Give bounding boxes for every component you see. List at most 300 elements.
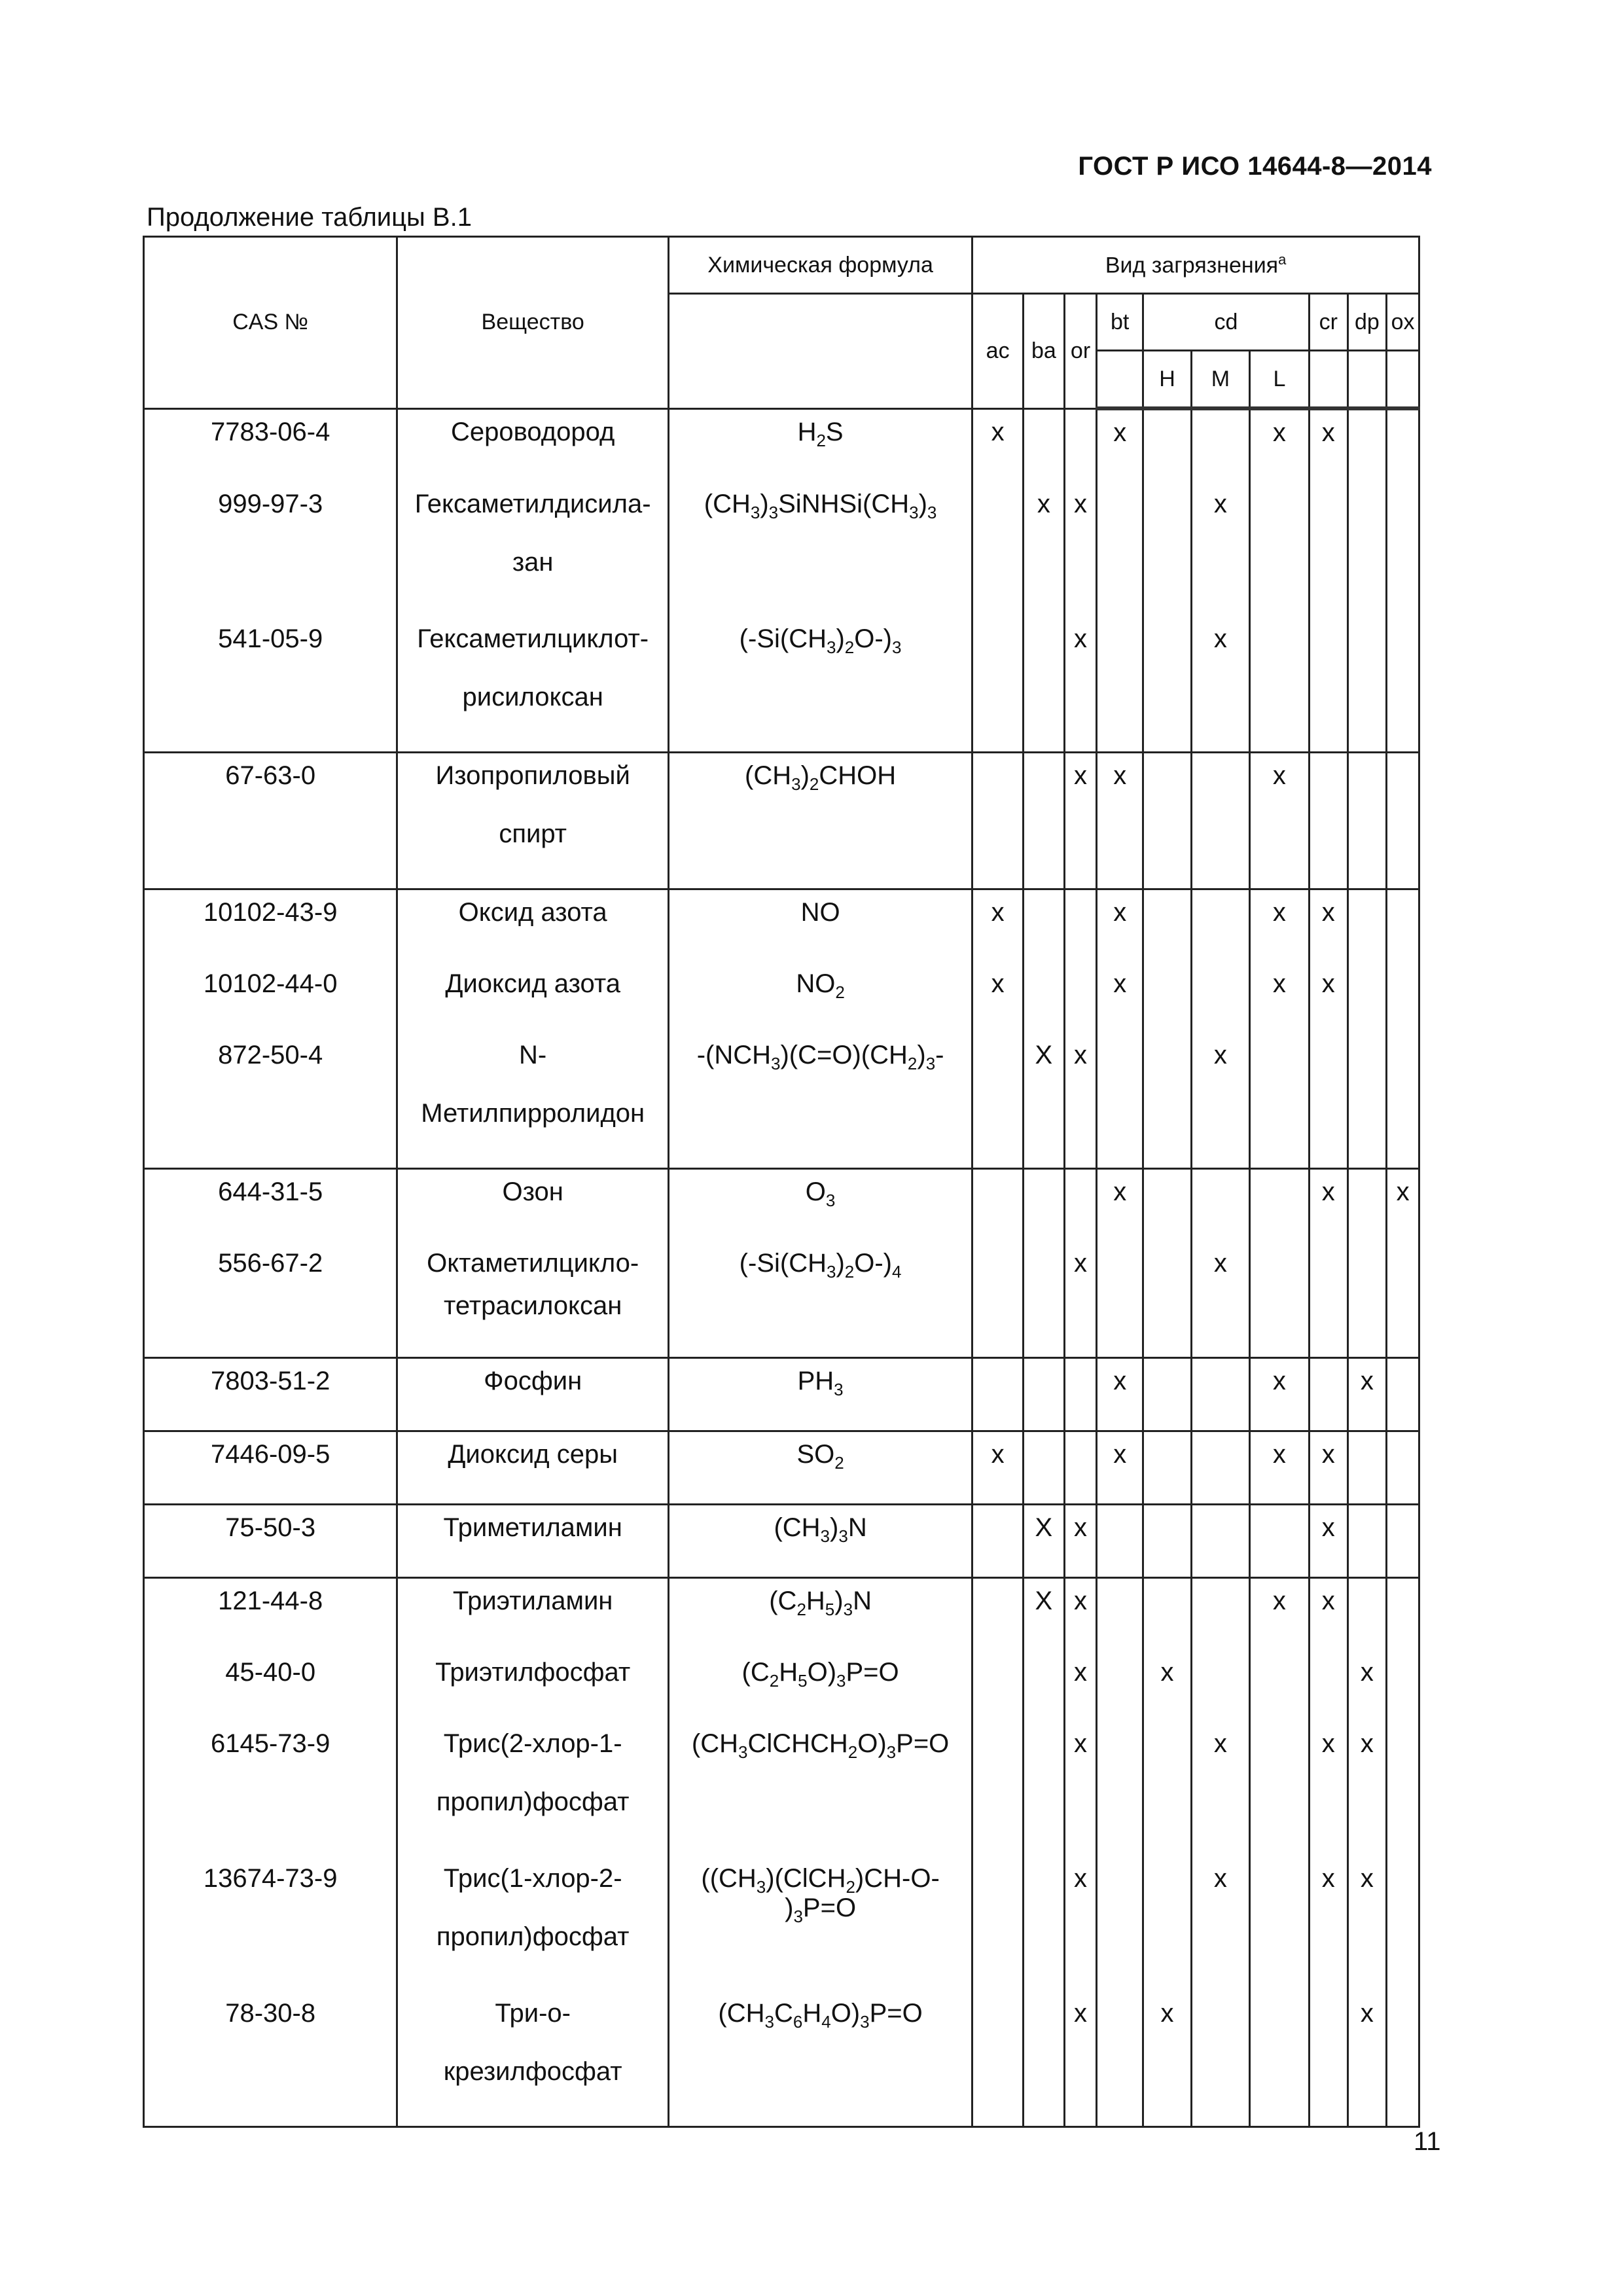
mark-m: x [1191, 1721, 1249, 1856]
mark-dp [1347, 617, 1387, 753]
mark-ba: X [1024, 1505, 1065, 1578]
cell-substance [397, 617, 669, 753]
mark-cr: x [1309, 961, 1347, 1033]
substance-line-1: Трис(2-хлор-1- [443, 1729, 622, 1758]
mark-ox [1387, 1721, 1419, 1856]
formula-line-1: ($(CH_3)(ClCH_2)CH-O-$ [701, 1864, 940, 1897]
mark-cr: x [1309, 1721, 1347, 1856]
substance-line-2: зан [512, 548, 554, 577]
mark-cr: x [1309, 408, 1347, 482]
mark-ox [1387, 1856, 1419, 1991]
header-cd-h: H [1143, 351, 1192, 409]
cell-cas: 6145-73-9 [144, 1721, 397, 1856]
mark-ba [1024, 1431, 1065, 1505]
mark-l: x [1249, 408, 1309, 482]
mark-bt [1097, 617, 1143, 753]
mark-ox [1387, 1358, 1419, 1431]
mark-or: x [1064, 1991, 1097, 2127]
mark-or [1064, 889, 1097, 962]
mark-m [1191, 1650, 1249, 1721]
mark-ba [1024, 753, 1065, 889]
mark-l [1249, 1650, 1309, 1721]
formula-line-2: )$_3P=O$ [785, 1893, 857, 1926]
mark-l: x [1249, 1578, 1309, 1651]
formula-line-1: $SO_2$ [796, 1440, 844, 1473]
mark-or: x [1064, 753, 1097, 889]
header-cd-l: L [1249, 351, 1309, 409]
substance-line-1: Три-о- [495, 1999, 571, 2028]
table-row [144, 1650, 1419, 1721]
cell-substance [397, 1991, 669, 2127]
formula-line-1: $(CH_3C_6H_4O)_3P=O$ [718, 1999, 923, 2032]
mark-m [1191, 1358, 1249, 1431]
mark-m: x [1191, 482, 1249, 617]
header-bt: bt [1097, 294, 1143, 351]
mark-bt: x [1097, 753, 1143, 889]
mark-m [1191, 961, 1249, 1033]
mark-h [1143, 753, 1192, 889]
cell-cas: 75-50-3 [144, 1505, 397, 1578]
table-row [144, 617, 1419, 753]
mark-ba: x [1024, 482, 1065, 617]
substance-line-1: Озон [502, 1177, 563, 1206]
cell-cas: 7803-51-2 [144, 1358, 397, 1431]
formula-line-1: $(CH_3)_2CHOH$ [745, 761, 897, 794]
mark-h [1143, 1578, 1192, 1651]
header-ac: ac [972, 294, 1024, 409]
mark-ba [1024, 1991, 1065, 2127]
cell-formula [668, 889, 972, 962]
mark-ac [972, 1241, 1024, 1358]
mark-or [1064, 408, 1097, 482]
table-caption: Продолжение таблицы В.1 [147, 203, 472, 232]
mark-ac [972, 1358, 1024, 1431]
mark-bt [1097, 1650, 1143, 1721]
mark-or [1064, 961, 1097, 1033]
header-dp-blank [1347, 351, 1387, 409]
header-cd: cd [1143, 294, 1310, 351]
mark-ba: X [1024, 1033, 1065, 1169]
mark-m: x [1191, 1856, 1249, 1991]
mark-h [1143, 482, 1192, 617]
substance-line-1: Сероводород [450, 417, 615, 446]
cell-cas: 872-50-4 [144, 1033, 397, 1169]
mark-ac [972, 1650, 1024, 1721]
cell-formula [668, 1505, 972, 1578]
mark-h: x [1143, 1650, 1192, 1721]
mark-l [1249, 1169, 1309, 1242]
substance-line-2: тетрасилоксан [444, 1291, 622, 1320]
mark-bt: x [1097, 408, 1143, 482]
cell-formula [668, 1033, 972, 1169]
mark-cr: x [1309, 1856, 1347, 1991]
mark-ac [972, 1856, 1024, 1991]
table-row [144, 889, 1419, 962]
mark-bt [1097, 1241, 1143, 1358]
substance-line-2: Метилпирролидон [421, 1099, 645, 1128]
mark-ac [972, 482, 1024, 617]
mark-or: x [1064, 1241, 1097, 1358]
cell-cas: 67-63-0 [144, 753, 397, 889]
mark-ac [972, 1721, 1024, 1856]
mark-ox: x [1387, 1169, 1419, 1242]
mark-m: x [1191, 1033, 1249, 1169]
mark-ac: x [972, 961, 1024, 1033]
mark-ac [972, 753, 1024, 889]
mark-or: x [1064, 1721, 1097, 1856]
cell-formula [668, 1431, 972, 1505]
mark-ac: x [972, 889, 1024, 962]
mark-h [1143, 961, 1192, 1033]
mark-ac [972, 1578, 1024, 1651]
mark-m [1191, 408, 1249, 482]
mark-h [1143, 1033, 1192, 1169]
table-row [144, 1358, 1419, 1431]
header-cd-m: M [1191, 351, 1249, 409]
mark-l: x [1249, 889, 1309, 962]
substance-line-1: Гексаметилдисила- [414, 490, 651, 518]
cell-substance [397, 1241, 669, 1358]
header-ox: ox [1387, 294, 1419, 351]
mark-or [1064, 1358, 1097, 1431]
mark-l: x [1249, 753, 1309, 889]
mark-h [1143, 889, 1192, 962]
header-contamination [972, 237, 1419, 294]
formula-line-1: $(CH_3)_3SiNHSi(CH_3)_3$ [704, 490, 937, 522]
mark-or: x [1064, 1033, 1097, 1169]
mark-or [1064, 1169, 1097, 1242]
mark-dp: x [1347, 1991, 1387, 2127]
cell-cas: 121-44-8 [144, 1578, 397, 1651]
header-cas: CAS № [144, 237, 397, 409]
header-contamination-label: Вид загрязнения [1105, 253, 1279, 278]
cell-formula [668, 1650, 972, 1721]
table-row [144, 1169, 1419, 1242]
mark-ox [1387, 1241, 1419, 1358]
formula-line-1: $(-Si(CH_3)_2O-)_3$ [739, 624, 902, 657]
mark-ox [1387, 1650, 1419, 1721]
cell-substance [397, 961, 669, 1033]
substance-line-1: Фосфин [484, 1367, 582, 1395]
cell-cas: 45-40-0 [144, 1650, 397, 1721]
header-formula-blank [668, 294, 972, 409]
cell-cas: 7783-06-4 [144, 408, 397, 482]
mark-h [1143, 1169, 1192, 1242]
mark-cr [1309, 1358, 1347, 1431]
header-cr-blank [1309, 351, 1347, 409]
mark-dp [1347, 961, 1387, 1033]
mark-or: x [1064, 1505, 1097, 1578]
table-body [144, 408, 1419, 2127]
table-row [144, 1431, 1419, 1505]
mark-cr [1309, 1241, 1347, 1358]
cell-cas: 10102-44-0 [144, 961, 397, 1033]
cell-substance [397, 1721, 669, 1856]
mark-h [1143, 1241, 1192, 1358]
mark-ox [1387, 617, 1419, 753]
table-row [144, 1241, 1419, 1358]
mark-m [1191, 1169, 1249, 1242]
table-row [144, 1033, 1419, 1169]
substance-line-1: Октаметилцикло- [427, 1249, 639, 1278]
table-row [144, 1721, 1419, 1856]
mark-bt: x [1097, 1431, 1143, 1505]
mark-or: x [1064, 1856, 1097, 1991]
substance-line-2: пропил)фосфат [436, 1922, 630, 1951]
mark-ox [1387, 1578, 1419, 1651]
mark-h [1143, 1431, 1192, 1505]
mark-bt: x [1097, 961, 1143, 1033]
mark-cr [1309, 1650, 1347, 1721]
mark-m [1191, 1991, 1249, 2127]
mark-dp [1347, 1241, 1387, 1358]
cell-substance [397, 1856, 669, 1991]
formula-line-1: $(C_2H_5O)_3P=O$ [741, 1658, 899, 1691]
mark-ox [1387, 1505, 1419, 1578]
substance-line-1: Трис(1-хлор-2- [443, 1864, 622, 1893]
mark-ac: x [972, 408, 1024, 482]
mark-ba [1024, 1721, 1065, 1856]
cell-formula [668, 1721, 972, 1856]
header-substance: Вещество [397, 237, 669, 409]
mark-cr [1309, 1033, 1347, 1169]
substance-line-1: Диоксид азота [445, 969, 620, 998]
cell-substance [397, 408, 669, 482]
mark-dp [1347, 482, 1387, 617]
cell-substance [397, 1358, 669, 1431]
mark-m [1191, 1431, 1249, 1505]
mark-ac [972, 1033, 1024, 1169]
mark-ba [1024, 1650, 1065, 1721]
mark-l [1249, 1241, 1309, 1358]
mark-bt: x [1097, 1169, 1143, 1242]
cell-cas: 13674-73-9 [144, 1856, 397, 1991]
formula-line-1: $NO_2$ [796, 969, 845, 1002]
mark-ox [1387, 753, 1419, 889]
header-contamination-footnote: а [1278, 251, 1287, 268]
cell-cas: 541-05-9 [144, 617, 397, 753]
substance-line-1: N- [519, 1041, 547, 1069]
mark-ba [1024, 961, 1065, 1033]
mark-bt [1097, 1721, 1143, 1856]
mark-m: x [1191, 1241, 1249, 1358]
mark-bt [1097, 1578, 1143, 1651]
cell-substance [397, 1578, 669, 1651]
mark-cr: x [1309, 1578, 1347, 1651]
cell-substance [397, 753, 669, 889]
mark-ox [1387, 1991, 1419, 2127]
mark-ba [1024, 617, 1065, 753]
mark-l [1249, 1033, 1309, 1169]
mark-or [1064, 1431, 1097, 1505]
formula-line-1: $H_2S$ [797, 417, 844, 450]
mark-cr: x [1309, 1505, 1347, 1578]
mark-ac: x [972, 1431, 1024, 1505]
mark-ba [1024, 1358, 1065, 1431]
formula-line-1: $PH_3$ [797, 1367, 844, 1399]
mark-bt [1097, 1991, 1143, 2127]
substance-line-2: рисилоксан [462, 683, 603, 711]
mark-m [1191, 753, 1249, 889]
mark-bt [1097, 1856, 1143, 1991]
mark-h [1143, 1358, 1192, 1431]
formula-line-1: $(CH_3)_3N$ [774, 1513, 867, 1546]
mark-dp [1347, 1431, 1387, 1505]
mark-ba [1024, 1856, 1065, 1991]
mark-cr [1309, 617, 1347, 753]
substance-line-1: Триэтиламин [452, 1587, 613, 1615]
substance-line-1: Диоксид серы [448, 1440, 618, 1469]
mark-dp [1347, 1169, 1387, 1242]
mark-m: x [1191, 617, 1249, 753]
table-row [144, 408, 1419, 482]
header-or: or [1064, 294, 1097, 409]
mark-cr [1309, 1991, 1347, 2127]
table-row [144, 1578, 1419, 1651]
cell-substance [397, 1169, 669, 1242]
mark-h [1143, 1721, 1192, 1856]
mark-dp [1347, 1578, 1387, 1651]
mark-bt [1097, 1033, 1143, 1169]
mark-dp [1347, 1033, 1387, 1169]
header-cr: cr [1309, 294, 1347, 351]
header-dp: dp [1347, 294, 1387, 351]
cell-formula [668, 753, 972, 889]
cell-cas: 644-31-5 [144, 1169, 397, 1242]
substance-line-2: крезилфосфат [443, 2057, 622, 2086]
cell-formula [668, 1358, 972, 1431]
mark-ox [1387, 961, 1419, 1033]
mark-bt: x [1097, 1358, 1143, 1431]
mark-ox [1387, 889, 1419, 962]
mark-cr [1309, 482, 1347, 617]
mark-or: x [1064, 1578, 1097, 1651]
table-row [144, 1991, 1419, 2127]
document-code: ГОСТ Р ИСО 14644-8—2014 [1078, 152, 1432, 181]
mark-bt [1097, 482, 1143, 617]
cell-formula [668, 408, 972, 482]
mark-or: x [1064, 617, 1097, 753]
mark-ox [1387, 1431, 1419, 1505]
mark-ba [1024, 1169, 1065, 1242]
mark-cr [1309, 753, 1347, 889]
mark-ba [1024, 408, 1065, 482]
mark-dp: x [1347, 1856, 1387, 1991]
table-row [144, 1505, 1419, 1578]
formula-line-1: $(C_2H_5)_3N$ [769, 1587, 872, 1619]
cell-cas: 999-97-3 [144, 482, 397, 617]
mark-cr: x [1309, 1431, 1347, 1505]
mark-l: x [1249, 961, 1309, 1033]
substance-line-2: пропил)фосфат [436, 1787, 630, 1816]
mark-h: x [1143, 1991, 1192, 2127]
mark-or: x [1064, 1650, 1097, 1721]
mark-dp [1347, 1505, 1387, 1578]
mark-ba [1024, 889, 1065, 962]
header-ba: ba [1024, 294, 1065, 409]
cell-cas: 10102-43-9 [144, 889, 397, 962]
mark-l: x [1249, 1358, 1309, 1431]
table-row [144, 961, 1419, 1033]
mark-ac [972, 617, 1024, 753]
mark-m [1191, 1505, 1249, 1578]
mark-l [1249, 617, 1309, 753]
cell-substance [397, 1033, 669, 1169]
header-ox-blank [1387, 351, 1419, 409]
mark-m [1191, 889, 1249, 962]
mark-dp [1347, 889, 1387, 962]
header-bt-blank [1097, 351, 1143, 409]
cell-cas: 78-30-8 [144, 1991, 397, 2127]
cell-substance [397, 482, 669, 617]
cell-formula [668, 1991, 972, 2127]
substance-line-1: Изопропиловый [435, 761, 630, 790]
mark-ac [972, 1505, 1024, 1578]
mark-or: x [1064, 482, 1097, 617]
formula-line-1: $(CH_3ClCHCH_2O)_3P=O$ [691, 1729, 950, 1762]
table-row [144, 753, 1419, 889]
mark-ox [1387, 482, 1419, 617]
mark-bt [1097, 1505, 1143, 1578]
mark-h [1143, 1505, 1192, 1578]
cell-substance [397, 889, 669, 962]
page-number: 11 [1414, 2127, 1441, 2156]
cell-formula [668, 1241, 972, 1358]
substance-line-1: Гексаметилциклот- [417, 624, 649, 653]
formula-line-1: $(-Si(CH_3)_2O-)_4$ [739, 1249, 902, 1282]
cell-cas: 556-67-2 [144, 1241, 397, 1358]
mark-l [1249, 1991, 1309, 2127]
mark-h [1143, 1856, 1192, 1991]
header-formula: Химическая формула [668, 237, 972, 294]
cell-formula [668, 482, 972, 617]
formula-line-1: $O_3$ [805, 1177, 836, 1210]
mark-ac [972, 1169, 1024, 1242]
mark-l [1249, 1856, 1309, 1991]
mark-dp: x [1347, 1358, 1387, 1431]
table-row [144, 482, 1419, 617]
mark-dp [1347, 408, 1387, 482]
substance-line-1: Триметиламин [443, 1513, 622, 1542]
formula-line-1: NO [800, 898, 840, 927]
substance-line-1: Триэтилфосфат [435, 1658, 631, 1687]
mark-m [1191, 1578, 1249, 1651]
mark-ox [1387, 408, 1419, 482]
formula-line-1: $-(NCH_3)(C=O)(CH_2)_3-$ [696, 1041, 944, 1073]
mark-ba [1024, 1241, 1065, 1358]
cell-cas: 7446-09-5 [144, 1431, 397, 1505]
mark-h [1143, 408, 1192, 482]
cell-substance [397, 1505, 669, 1578]
cell-formula [668, 961, 972, 1033]
mark-l [1249, 1505, 1309, 1578]
mark-ac [972, 1991, 1024, 2127]
table-row [144, 1856, 1419, 1991]
mark-l: x [1249, 1431, 1309, 1505]
mark-l [1249, 1721, 1309, 1856]
cell-formula [668, 1169, 972, 1242]
contaminants-table [143, 236, 1420, 2128]
cell-substance [397, 1431, 669, 1505]
substance-line-2: спирт [499, 819, 567, 848]
mark-dp: x [1347, 1650, 1387, 1721]
mark-cr: x [1309, 889, 1347, 962]
cell-formula [668, 1856, 972, 1991]
mark-dp [1347, 753, 1387, 889]
mark-cr: x [1309, 1169, 1347, 1242]
mark-ox [1387, 1033, 1419, 1169]
substance-line-1: Оксид азота [458, 898, 607, 927]
